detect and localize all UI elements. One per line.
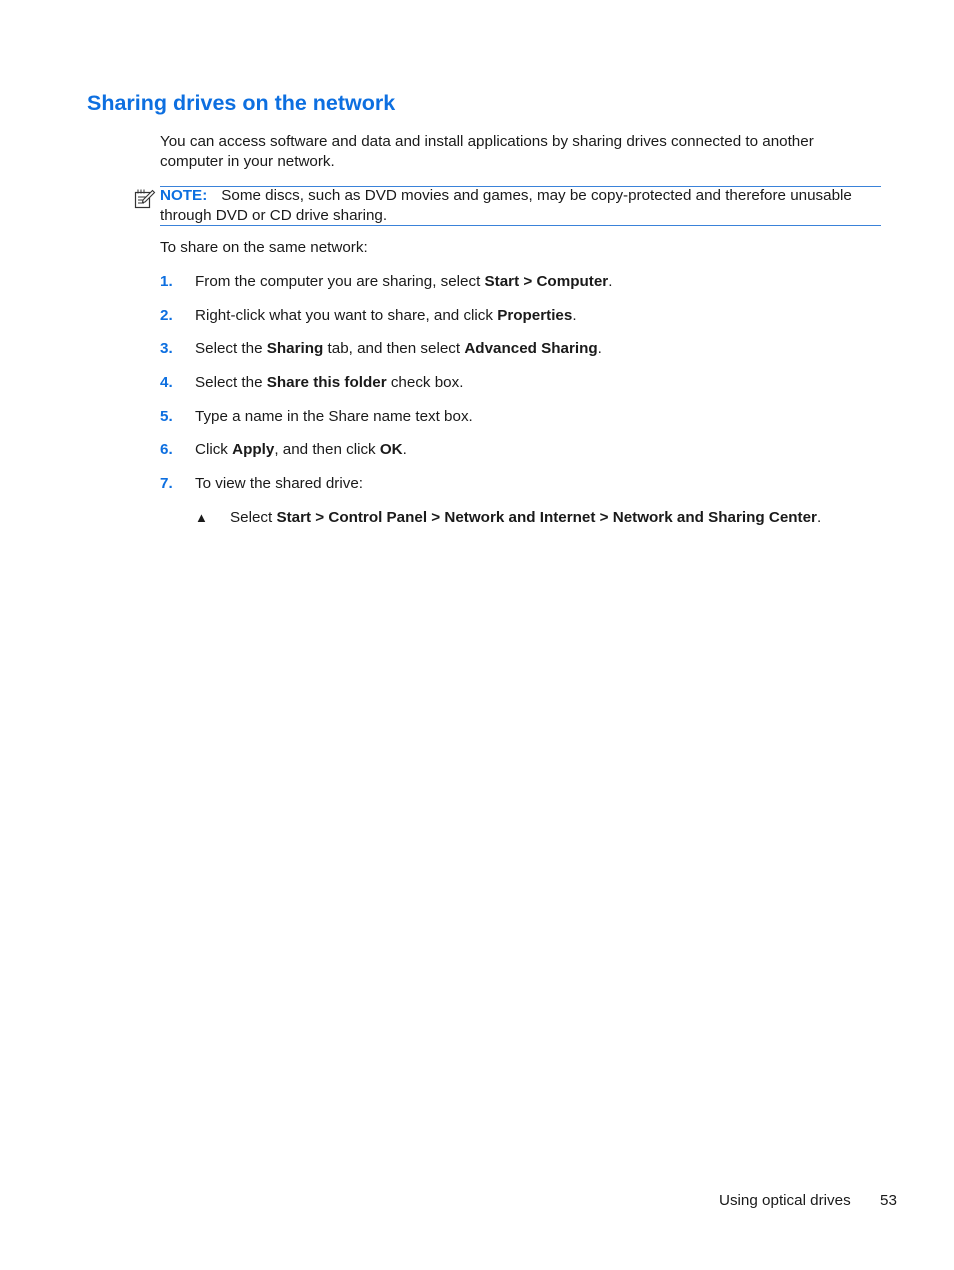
page-number: 53 — [880, 1192, 897, 1209]
bold-term: Apply — [232, 441, 275, 458]
sub-step-text — [230, 508, 821, 528]
step-text — [195, 272, 612, 292]
text-run: Right-click what you want to share, and click — [195, 307, 498, 324]
step-text — [195, 474, 363, 494]
steps-lead: To share on the same network: — [160, 239, 368, 256]
note-box — [160, 186, 881, 226]
text-run: Select the — [195, 340, 267, 357]
text-run: Click — [195, 441, 233, 458]
bold-term: Start > Computer — [484, 273, 609, 290]
bold-term: Properties — [497, 307, 573, 324]
bold-term: Sharing — [266, 340, 324, 357]
text-run: . — [816, 509, 822, 526]
note-label: NOTE: — [160, 187, 208, 204]
note-pencil-icon — [134, 188, 156, 210]
text-run: Type a name in the Share name text box. — [195, 408, 473, 425]
text-run: . — [597, 340, 602, 357]
text-run: . — [572, 307, 577, 324]
page-title: Sharing drives on the network — [87, 91, 396, 115]
step-number: 2. — [160, 307, 173, 324]
text-run: To view the shared drive: — [195, 475, 363, 492]
bold-term: OK — [379, 441, 403, 458]
step-text — [195, 306, 577, 326]
text-run: check box. — [386, 374, 464, 391]
step-number: 3. — [160, 340, 173, 357]
step-text — [195, 440, 407, 460]
bold-term: Share this folder — [266, 374, 387, 391]
bold-term: Advanced Sharing — [464, 340, 598, 357]
intro-paragraph: You can access software and data and install applications by sharing drives connected to another computer in your network. — [160, 133, 814, 170]
text-run: From the computer you are sharing, select — [195, 273, 485, 290]
footer-section: Using optical drives — [719, 1192, 851, 1209]
step-text — [195, 373, 463, 393]
step-text — [195, 407, 473, 427]
step-text — [195, 339, 602, 359]
step-number: 4. — [160, 374, 173, 391]
text-run: , and then click — [274, 441, 380, 458]
text-run: Select — [230, 509, 277, 526]
text-run: . — [402, 441, 407, 458]
step-number: 6. — [160, 441, 173, 458]
triangle-bullet-icon: ▲ — [195, 510, 208, 525]
bold-term: Start > Control Panel > Network and Internet > Network and Sharing Center — [276, 509, 817, 526]
text-run: Select the — [195, 374, 267, 391]
note-text — [160, 186, 860, 225]
step-number: 5. — [160, 408, 173, 425]
text-run: tab, and then select — [323, 340, 465, 357]
text-run: . — [608, 273, 613, 290]
note-body: Some discs, such as DVD movies and games, may be copy-protected and therefore unusable through DVD or CD drive sharing. — [160, 187, 852, 224]
step-number: 1. — [160, 273, 173, 290]
step-number: 7. — [160, 475, 173, 492]
